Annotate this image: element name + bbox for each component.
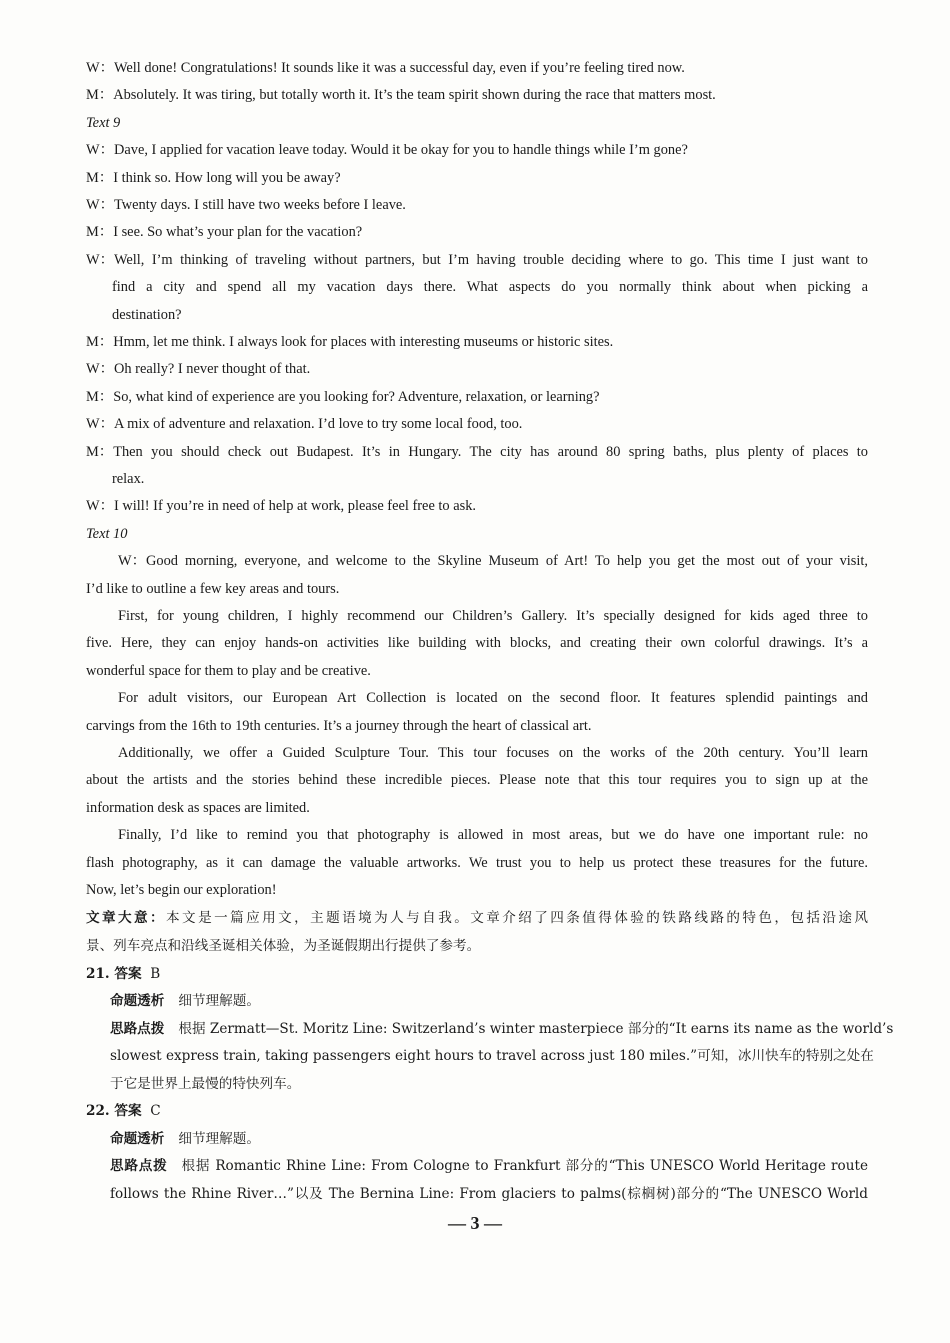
speaker-label: W： [86,142,114,159]
line-m-absolutely [86,85,868,105]
q21-hint-line-3: 于它是世界上最慢的特快列车。 [110,1076,301,1092]
line-text: I see. So what’s your plan for the vacation? [113,224,363,241]
line-t10-p1-l2 [86,579,868,599]
line-w-well-cont2 [112,305,868,325]
q22-type: 命题透析 细节理解题。 [110,1131,260,1147]
line-t10-p3-l1 [118,688,868,708]
line-t10-p5-l3 [86,880,868,900]
line-t10-p5-l2 [86,853,868,873]
line-w-i-will [86,496,868,516]
speaker-label: W： [86,197,114,213]
line-w-well-done [86,58,868,78]
line-w-well-thinking [86,250,868,270]
line-t10-p4-l2 [86,770,868,790]
q22-hint-line-2: follows the Rhine River…”以及 The Bernina Line: From glaciers to palms(棕榈树)部分的“The UNESCO World [110,1186,868,1202]
line-t10-p1-l1 [118,551,868,571]
speaker-label: M： [86,443,114,460]
speaker-label: W： [86,361,114,378]
q21-answer: 21. 答案 B [86,966,161,982]
line-text: I’d like to outline a few key areas and tours. [86,580,340,597]
summary-line-1: 文章大意：本文是一篇应用文，主题语境为人与自我。文章介绍了四条值得体验的铁路线路的特色，包括沿途风 [86,910,869,926]
q22-hint-line-1: 思路点拨 根据 Romantic Rhine Line: From Cologne to Frankfurt 部分的“This UNESCO World Heritage route [110,1158,869,1174]
line-text10-heading [86,524,868,544]
line-text: wonderful space for them to play and be creative. [86,662,371,679]
line-text9-heading [86,113,868,133]
speaker-label: M： [86,334,114,350]
speaker-label: M： [86,388,114,405]
line-text: A mix of adventure and relaxation. I’d love to try some local food, too. [113,416,523,433]
speaker-label: M： [86,87,114,104]
line-text: Well, I’m thinking of traveling without partners, but I’m having trouble deciding where to go. This time I just want to [113,251,868,268]
line-text: Well done! Congratulations! It sounds like it was a successful day, even if you’re feeling tired now. [113,60,685,76]
line-text: information desk as spaces are limited. [86,799,310,816]
line-text: First, for young children, I highly recommend our Children’s Gallery. It’s specially designed for kids aged three to [118,608,868,624]
line-text: Now, let’s begin our exploration! [86,882,277,898]
line-text: Dave, I applied for vacation leave today. Would it be okay for you to handle things while I’m gone? [113,142,688,159]
line-text: find a city and spend all my vacation days there. What aspects do you normally think about when picking a [112,279,868,296]
line-t10-p4-l3 [86,798,868,818]
line-text: Text 9 [86,114,121,131]
line-t10-p4-l1 [118,743,868,763]
line-text: relax. [112,471,145,487]
line-w-oh-really [86,359,868,379]
line-text: I will! If you’re in need of help at work, please feel free to ask. [113,498,476,515]
line-t10-p3-l2 [86,716,868,736]
line-text: Good morning, everyone, and welcome to the Skyline Museum of Art! To help you get the most out of your visit, [145,553,868,570]
line-text: Finally, I’d like to remind you that photography is allowed in most areas, but we do have one important rule: no [118,827,868,844]
q21-hint-line-2: slowest express train, taking passengers eight hours to travel across just 180 miles.”可知，冰川快车的特别之处在 [110,1048,874,1064]
speaker-label: M： [86,224,114,241]
line-t10-p2-l1 [118,606,868,626]
speaker-label: W： [86,416,114,433]
q22-answer: 22. 答案 C [86,1103,161,1119]
line-text: Additionally, we offer a Guided Sculpture Tour. This tour focuses on the works of the 20th century. You’ll learn [118,745,868,761]
line-w-a-mix [86,414,868,434]
line-text: For adult visitors, our European Art Collection is located on the second floor. It features splendid paintings and [118,690,868,707]
line-t10-p2-l2 [86,633,868,653]
line-text: Twenty days. I still have two weeks before I leave. [113,197,406,213]
line-w-well-cont1 [112,277,868,297]
line-text: carvings from the 16th to 19th centuries. It’s a journey through the heart of classical art. [86,717,592,734]
line-m-hmm [86,332,868,352]
speaker-label: W： [86,251,114,268]
line-text: flash photography, as it can damage the valuable artworks. We trust you to help us protect these treasures for the future. [86,854,868,871]
line-m-i-see [86,222,868,242]
line-text: Text 10 [86,525,128,542]
speaker-label: M： [86,169,114,186]
line-t10-p2-l3 [86,661,868,681]
speaker-label: W： [86,60,114,76]
line-text: Hmm, let me think. I always look for places with interesting museums or historic sites. [113,334,614,350]
speaker-label: W： [86,498,114,515]
line-text: Oh really? I never thought of that. [113,361,311,378]
line-text: five. Here, they can enjoy hands-on activities like building with blocks, and creating their own colorful drawings. It’s a [86,635,868,652]
line-text: Absolutely. It was tiring, but totally worth it. It’s the team spirit shown during the race that matters most. [113,87,716,104]
line-m-think-so [86,168,868,188]
q21-type: 命题透析 细节理解题。 [110,993,260,1009]
q21-hint-line-1: 思路点拨 根据 Zermatt—St. Moritz Line: Switzerland’s winter masterpiece 部分的“It earns its name as the world’s [110,1021,894,1037]
line-text: So, what kind of experience are you looking for? Adventure, relaxation, or learning? [113,388,600,405]
line-m-budapest-cont [112,469,868,489]
line-t10-p5-l1 [118,825,868,845]
line-w-twenty-days [86,195,868,215]
line-m-so-what-kind [86,387,868,407]
summary-line-2: 景、列车亮点和沿线圣诞相关体验，为圣诞假期出行提供了参考。 [86,938,481,954]
page-number: — 3 — [448,1213,502,1233]
line-w-dave [86,140,868,160]
line-text: Then you should check out Budapest. It’s in Hungary. The city has around 80 spring baths, plus plenty of places to [113,443,868,460]
line-text: I think so. How long will you be away? [113,169,341,186]
speaker-label: W： [118,553,146,570]
line-text: destination? [112,306,182,323]
line-m-budapest [86,442,868,462]
line-text: about the artists and the stories behind these incredible pieces. Please note that this tour requires you to sign up at the [86,772,868,789]
